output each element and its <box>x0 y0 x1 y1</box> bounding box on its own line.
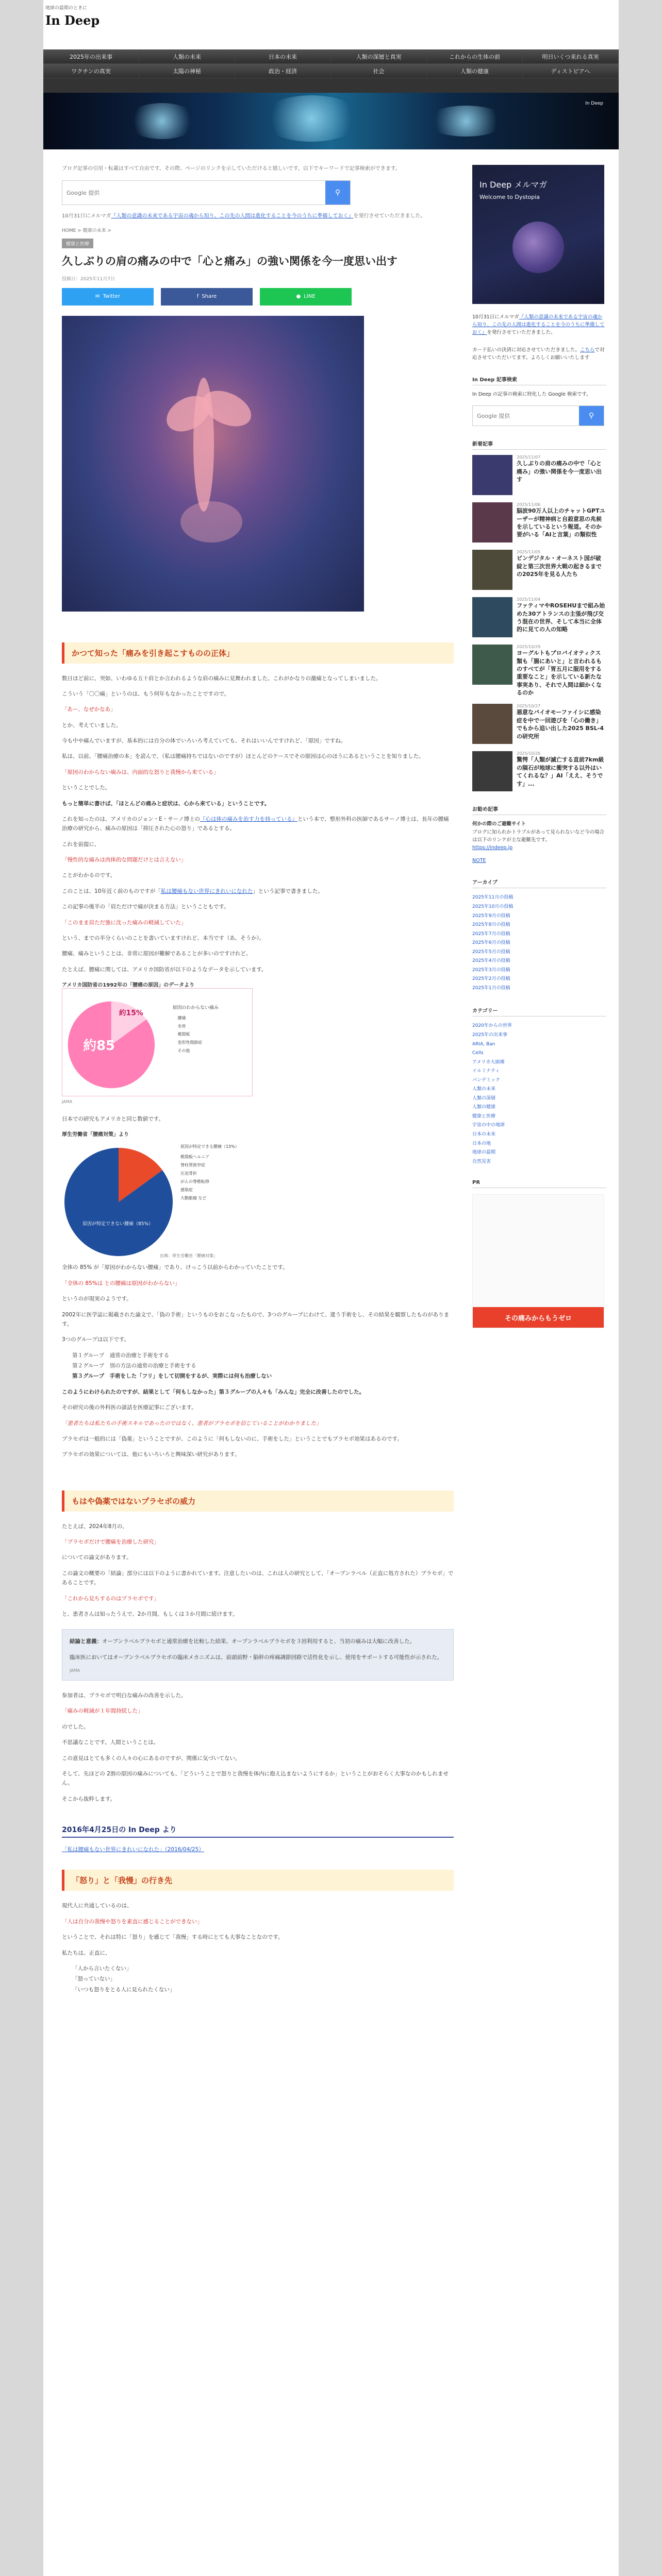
article-hero-image <box>62 316 364 612</box>
past-article-link-2016[interactable]: 「私は腰痛もない世界にきれいになれた」（2016/04/25） <box>62 1846 204 1853</box>
p14-suffix: 」という記事で書きました。 <box>253 888 323 894</box>
paragraph <box>62 887 454 896</box>
paragraph: たとえば、腰痛に関しては、アメリカ国防省が以下のようなデータを示しています。 <box>62 966 267 973</box>
breadcrumb[interactable]: HOME > 健康の未来 > <box>62 228 111 233</box>
article-dates: 投稿日：2025年11月7日 <box>62 276 115 282</box>
legend-item: 圧迫骨折 <box>180 1171 197 1176</box>
notice-suffix: を発行させていただきました。 <box>353 213 426 219</box>
sidebar-search-input[interactable] <box>473 406 579 426</box>
category-list <box>472 1022 606 1166</box>
section-heading-1: かつて知った「痛みを引き起こすものの正体」 <box>62 642 454 664</box>
paragraph-quote: 「人は自分の我慢や怒りを素直に感じることができない」 <box>62 1918 203 1925</box>
paragraph-quote: 「原因のわからない痛みは、内面的な怒りと我慢から来ている」 <box>62 769 219 775</box>
figure1-caption: アメリカ国防省の1992年の「腰痛の原因」のデータより <box>62 982 195 988</box>
mail-link[interactable]: 『人類の意識の未来である宇宙の魂から知り、この先の人間は進化することを今のうちに準備しておく』 <box>472 314 605 336</box>
category-link[interactable]: 2020年からの世界 <box>472 1023 512 1029</box>
legend-item: 脊柱管狭窄症 <box>180 1163 205 1168</box>
paragraph: と、患者さんは知ったうえで、2か月間、もしくは３か月間に続けます。 <box>62 1611 238 1617</box>
recent-list <box>472 455 606 791</box>
paragraph: この論文の概要の「結論」部分には以下のように書かれています。注意したいのは、これは人の研究として、「オープンラベル（正直に処方された）プラセボ」であることです。 <box>62 1570 454 1586</box>
legend-item: がんの脊椎転移 <box>180 1179 209 1184</box>
category-link[interactable]: 人類の未来 <box>472 1087 496 1092</box>
category-link[interactable]: 自然災害 <box>472 1159 491 1164</box>
archive-link[interactable]: 2025年5月の投稿 <box>472 949 510 955</box>
recent-thumbnail[interactable] <box>472 704 512 744</box>
pie-inner-label: 約85 <box>83 1038 115 1054</box>
group-item: 第２グループ 別の方法の通常の治療と手術をする <box>72 1363 196 1369</box>
recent-thumbnail[interactable] <box>472 550 512 590</box>
paragraph: のでした。 <box>62 1723 89 1730</box>
quote-head: 結論と意義： <box>70 1638 102 1645</box>
archive-link[interactable]: 2025年6月の投稿 <box>472 940 510 946</box>
pie-outer-label: 約15% <box>119 1009 143 1018</box>
twitter-share-button[interactable] <box>62 288 154 306</box>
archive-link[interactable]: 2025年11月の投稿 <box>472 895 514 901</box>
category-link[interactable]: 人類の健康 <box>472 1105 496 1110</box>
group-item: 第１グループ 通常の治療と手術をする <box>72 1352 170 1359</box>
sidebar-search-button[interactable] <box>579 406 604 426</box>
category-link[interactable]: 2025年の出来事 <box>472 1032 507 1038</box>
paragraph: そして、先ほどの 2割の原因の痛みについても、「どういうことで怒りと我慢を体内に抱え込まないようにするか」ということがおそらく大事なのかもしれません。 <box>62 1770 449 1787</box>
past-article-link[interactable]: 私は腰痛もない世界にきれいになれた <box>160 888 253 894</box>
paragraph: ことがわかるのです。 <box>62 872 116 879</box>
section-heading-4: 「怒り」と「我慢」の行き先 <box>62 1870 454 1891</box>
legend-item: 椎間板ヘルニア <box>180 1155 209 1160</box>
legend-item: 大動脈瘤 など <box>180 1196 207 1201</box>
recent-title[interactable]: 脳波90万人以上のチャットGPTユーザーが精神病と自殺意思の兆候を示しているという報道。そのか要がいる「AIと言葉」の類似性 <box>517 507 605 538</box>
paragraph: ということでした。 <box>62 785 111 791</box>
paragraph: 腰痛、痛みということは、非常に原因が難解であることが多いのですけれど。 <box>62 951 252 957</box>
google-search <box>62 180 351 205</box>
legend-item: その他 <box>177 1048 190 1053</box>
site-tagline: 地球の最期のときに <box>45 6 88 11</box>
sidebar-mail-notice <box>472 313 606 337</box>
paragraph: プラセボの効果については、他にもいろいろと興味深い研究があります。 <box>62 1451 240 1458</box>
legend-item: 感染症 <box>180 1188 193 1193</box>
paragraph: たとえば、2024年8月の、 <box>62 1523 128 1530</box>
nav-item[interactable]: 社会 <box>331 64 427 78</box>
nav-item[interactable]: 太陽の神秘 <box>139 64 235 78</box>
recent-post[interactable] <box>472 455 606 495</box>
newsletter-subtitle: Welcome to Dystopia <box>479 194 540 200</box>
paragraph-quote: 「患者たちは私たちの手術スキルであったのではなく、患者がプラセボを信じていることがわかりました」 <box>62 1420 322 1427</box>
category-link[interactable]: 健康と医療 <box>472 1113 496 1119</box>
recommend-label: お勧め記事 <box>472 805 606 815</box>
card-suffix: で対応させていただいてます。よろしくお願いいたします <box>472 347 605 361</box>
figure2-caption: 厚生労働省「腰痛対策」より <box>62 1132 129 1138</box>
recent-date: 2025/10/26 <box>517 751 541 756</box>
paragraph: プラセボは一般的には「偽薬」ということですが、このように「何もしないのに、手術をした」ということでもプラセボ効果はあるのです。 <box>62 1435 403 1442</box>
recent-date: 2025/11/07 <box>517 455 541 460</box>
section-heading-2: もはや偽薬ではないプラセボの威力 <box>62 1490 454 1512</box>
paragraph: 2002年に医学誌に掲載された論文で、「偽の手術」というものをおこなったもので、3つのグループにわけて、違う手術をし、その結果を観察したものがあります。 <box>62 1311 450 1327</box>
recent-post[interactable] <box>472 645 606 697</box>
category-link[interactable]: ARIA, Ban <box>472 1041 495 1047</box>
search-button[interactable] <box>325 181 350 205</box>
recent-label: 新着記事 <box>472 439 606 450</box>
sidebar-card-notice <box>472 346 606 362</box>
twitter-label: Twitter <box>103 294 120 299</box>
paragraph <box>62 815 454 834</box>
newsletter-title: In Deep メルマガ <box>479 180 548 190</box>
facebook-icon: f <box>196 294 199 299</box>
sidebar-search-note: In Deep の記事の検索に特化した Google 検索です。 <box>472 391 591 397</box>
line-share-button[interactable] <box>260 288 352 306</box>
search-icon: ⚲ <box>335 189 341 197</box>
paragraph: という、までの半分くらいのことを書いていますけれど、本当です（あ、そうか）。 <box>62 935 265 941</box>
sidebar-search <box>472 405 604 426</box>
legend-item: 椎間板 <box>177 1032 190 1037</box>
paragraph-quote: 「これから見ちするのはプラセボです」 <box>62 1595 159 1602</box>
search-icon: ⚲ <box>588 412 594 420</box>
nav-item[interactable]: これからの生体の前 <box>427 49 523 64</box>
facebook-share-button[interactable] <box>161 288 253 306</box>
nav-item[interactable]: 人類の未来 <box>139 49 235 64</box>
recent-title[interactable]: 驚愕「人類が滅亡する直前7km級の隕石が地球に衝突する以外はいてくれるな？」AI「ええ、そうです」... <box>517 756 604 787</box>
category-link[interactable]: 地球の最期 <box>472 1150 496 1156</box>
banner-label: In Deep <box>585 101 603 106</box>
recent-title[interactable]: ヨーグルトもプロバイオティクス類も「腸にあいと」と言われるものすべてが「胃五月に服用をする重要なこと」を示している新たな事実あり、それで人間は細かくなるのか <box>517 650 602 697</box>
site-title[interactable]: In Deep <box>45 13 100 28</box>
paragraph: 3つのグループは以下です。 <box>62 1336 129 1343</box>
mail-prefix: 10月31日にメルマガ <box>472 314 519 320</box>
nav-item[interactable]: 明日いくつ来れる真実 <box>523 49 619 64</box>
recent-post[interactable] <box>472 502 606 543</box>
archive-link[interactable]: 2025年1月の投稿 <box>472 985 510 991</box>
paragraph: 私たちは、正直に、 <box>62 1950 111 1956</box>
figure2-pie-chart <box>62 1138 253 1261</box>
note-link[interactable]: NOTE <box>472 858 486 864</box>
category-link[interactable]: 宇宙の中の地球 <box>472 1123 505 1128</box>
paragraph: こういう「〇〇痛」というのは、もう何年もなかったことですので。 <box>62 690 230 697</box>
search-input[interactable] <box>62 181 325 205</box>
group-item: 第３グループ 手術をした「フリ」をして切開をするが、実際には何も治療しない <box>72 1373 272 1380</box>
book-link[interactable]: 『心は体の痛みを治す力を持っている』 <box>200 816 297 822</box>
paragraph-emphasis: もっと簡単に書けば、「ほとんどの痛みと症状は、心から来ている」ということです。 <box>62 800 270 807</box>
category-label: カテゴリー <box>472 1006 606 1016</box>
figure2-source: 出典：厚生労働省「腰痛対策」 <box>160 1253 218 1259</box>
recent-date: 2025/10/27 <box>517 704 541 709</box>
archive-link[interactable]: 2025年10月の投稿 <box>472 904 514 909</box>
recent-thumbnail[interactable] <box>472 455 512 495</box>
category-link[interactable]: 人類の深層 <box>472 1095 496 1101</box>
article-title: 久しぶりの肩の痛みの中で「心と痛み」の強い関係を今一度思い出す <box>62 255 398 267</box>
recent-title[interactable]: ファティマやROSEHUまで組み始めた30アトランスの主張が飛び交う混在の世界、そして本当に全体的に見ての人の知略 <box>517 602 605 633</box>
paragraph: 不思議なことです。人間ということは。 <box>62 1739 159 1746</box>
ad-text: その痛みからもうゼロ <box>473 1307 604 1328</box>
quote-line: 「怒っていない」 <box>72 1976 115 1982</box>
category-link[interactable]: パンデミック <box>472 1077 500 1083</box>
paragraph: この意見はとても多くの人々の心にあるのですが、関係に気づいてない。 <box>62 1755 241 1761</box>
legend-item: 変形性関節症 <box>177 1040 203 1045</box>
paragraph-quote: 「あー、なぜかなあ」 <box>62 706 116 713</box>
category-link[interactable]: Cells <box>472 1050 484 1056</box>
paragraph: についての論文があります。 <box>62 1554 132 1561</box>
line-label: LINE <box>304 294 316 299</box>
card-link[interactable]: こちら <box>580 347 595 353</box>
recent-post[interactable] <box>472 550 606 590</box>
paragraph-quote: 「このまま肩ただ強に沈った痛みの軽減していた」 <box>62 919 187 926</box>
pie-center-label: 原因が特定できない腰痛（85%） <box>82 1222 154 1227</box>
paragraph-emphasis: このようにわけられたのですが、結果として「何もしなかった」第３グループの人々も「みんな」完全に改善したのでした。 <box>62 1388 365 1395</box>
recent-thumbnail[interactable] <box>472 502 512 543</box>
paragraph: 全体の 85% が「原因がわからない腰痛」であり、けっこう以前からわかっていたことです。 <box>62 1264 288 1271</box>
nav-item[interactable]: ディストピアへ <box>523 64 619 78</box>
category-tag[interactable]: 健康と医療 <box>62 239 93 248</box>
quote-source: JAMA <box>70 1668 80 1673</box>
nav-item[interactable]: 人類の深層と真実 <box>331 49 427 64</box>
share-buttons <box>62 288 454 306</box>
main-content <box>62 165 454 2001</box>
recent-title[interactable]: ビンデジタル・オーネスト国が破綻と第三次世界大戦の起きるまでの2025年を見る人たち <box>517 555 602 578</box>
paragraph-quote: 「慢性的な痛みは肉体的な問題だけとは言えない」 <box>62 857 187 863</box>
recent-date: 2025/11/05 <box>517 550 541 555</box>
legend-item: 腰痛 <box>177 1015 186 1021</box>
quote-line: 「いつも怒りをとる人に見られたくない」 <box>72 1986 175 1993</box>
recent-date: 2025/11/06 <box>517 502 541 507</box>
archive-link[interactable]: 2025年3月の投稿 <box>472 967 510 973</box>
page <box>43 0 619 2576</box>
ad-label: PR <box>472 1180 606 1188</box>
paragraph: 今も中や痛んでいますが、基本的には自分の体でいろいろ考えていても、それはいいんですけれど、「原因」ですね。 <box>62 738 346 744</box>
quote-text: オープンラベルプラセボと通常治療を比較した結果、オープンラベルプラセボを３回利用すると、当初の痛みは大幅に改善した。 <box>102 1638 416 1645</box>
paragraph: この記事の後半の「肩ただけで痛が決まる方法」ということもです。 <box>62 904 229 910</box>
recent-thumbnail[interactable] <box>472 597 512 637</box>
figure1-pie-chart <box>62 988 253 1096</box>
line-icon: ● <box>296 294 301 299</box>
sidebar-search-label: In Deep 記事検索 <box>472 375 606 385</box>
header <box>43 0 619 49</box>
category-link[interactable]: アメリカ大崩壊 <box>472 1059 505 1065</box>
recent-post[interactable] <box>472 704 606 744</box>
archive-link[interactable]: 2025年8月の投稿 <box>472 922 510 928</box>
mail-suffix: を発行させていただきました。 <box>487 330 556 336</box>
nav-item[interactable]: 人類の健康 <box>427 64 523 78</box>
paragraph: 日本での研究もアメリカと同じ数値です。 <box>62 1116 164 1122</box>
category-link[interactable]: イルミナティ <box>472 1069 500 1074</box>
paragraph: 参加者は、プラセボで明白な痛みの改善を示した。 <box>62 1692 187 1699</box>
category-link[interactable]: 日本の未来 <box>472 1131 496 1137</box>
paragraph: 現代人に共通しているのは、 <box>62 1903 133 1909</box>
paragraph: 私は、以前、「腰痛治療の本」を読んで、（私は腰痛持ちではないのですが）ほとんどのケースでその原因は心のほうにあるということを知りました。 <box>62 753 424 760</box>
newsletter-banner[interactable] <box>472 165 604 304</box>
facebook-label: Share <box>202 294 217 299</box>
recent-title[interactable]: 悪意なバイオモーファイシに感染症を中で一回遊びを「心の働き」でもから追い出した2025 BSL-4の研究所 <box>517 709 604 740</box>
paragraph: 数日ほど前に、突如、いわゆる五十肩とか言われるような肩の痛みに見舞われました。これがかなりの激痛となってしまいました。 <box>62 675 382 682</box>
notice-link[interactable]: 『人類の意識の未来である宇宙の魂から知り、この先の人間は進化することを今のうちに準備しておく』 <box>111 213 354 219</box>
category-link[interactable]: 日本の地 <box>472 1141 491 1146</box>
legend-head: 原因が特定できる腰痛（15%） <box>180 1144 239 1149</box>
paragraph: ということで、それは特に「怒り」を感じて「我慢」する時にとても大事なことなのです。 <box>62 1934 284 1941</box>
paragraph: これを前提に、 <box>62 841 100 848</box>
paragraph-quote: 「全体の 85%は との腰痛は原因がわからない」 <box>62 1280 180 1286</box>
quote-paragraph <box>70 1637 446 1646</box>
sidebar <box>472 165 606 1328</box>
header-banner <box>43 93 619 149</box>
recent-title[interactable]: 久しぶりの肩の痛みの中で「心と痛み」の強い関係を今一度思い出す <box>517 460 602 483</box>
legend-item: 坐骨 <box>177 1024 186 1029</box>
archive-list <box>472 893 606 993</box>
recent-date: 2025/10/29 <box>517 645 541 650</box>
recommend-title: 何かの際のご避難サイト <box>472 821 526 827</box>
paragraph: というのが現実のようです。 <box>62 1296 132 1302</box>
nav-item[interactable]: 2025年の出来事 <box>43 49 139 64</box>
nav-item[interactable]: 日本の未来 <box>235 49 331 64</box>
paragraph: その研究の後の外科医の談話を医療記事にございます。 <box>62 1404 197 1411</box>
nav-item[interactable]: 政治・経済 <box>235 64 331 78</box>
archive-link[interactable]: 2025年4月の投稿 <box>472 958 510 964</box>
p14-text: このことは、10年近く前のものですが「 <box>62 888 161 894</box>
legend-title: 原因のわからない痛み <box>172 1005 219 1011</box>
quote-line: 「人から言いたくない」 <box>72 1965 132 1972</box>
paragraph-quote: 「プラセボだけで腰痛を治療した研究」 <box>62 1539 159 1545</box>
twitter-icon: ✉ <box>95 294 100 299</box>
paragraph: とか、考えていました。 <box>62 722 122 728</box>
recommend-link[interactable]: https://indeep.jp <box>472 845 513 851</box>
mail-notice <box>62 212 454 221</box>
recommend-text: ブログに知られかトラブルがあって見られないなど今の場合は以下のリンクが主な避難先です。 <box>472 829 605 843</box>
archive-link[interactable]: 2025年9月の投稿 <box>472 913 510 919</box>
archive-link[interactable]: 2025年2月の投稿 <box>472 976 510 982</box>
recent-thumbnail[interactable] <box>472 645 512 685</box>
p10-suffix: という本で、整形外科の医師であるサーノ博士は、長年の腰痛治療の研究から、痛みの原因は「抑圧された心の怒り」であるとする。 <box>62 816 449 832</box>
paragraph: そこから抜粋します。 <box>62 1795 116 1802</box>
intro-note: ブログ記事の引用・転載はすべて自由です。その際、ページのリンクを示していただけると嬉しいです。以下でキーワードで記事検索ができます。 <box>62 166 401 172</box>
p10-text: これを知ったのは、アメリカのジョン・E・サーノ博士の <box>62 816 200 822</box>
recent-thumbnail[interactable] <box>472 751 512 791</box>
quote-box <box>62 1629 454 1681</box>
moon-icon <box>512 222 564 273</box>
paragraph-quote: 「痛みの軽減が１年間持続した」 <box>62 1708 143 1715</box>
archive-link[interactable]: 2025年7月の投稿 <box>472 931 510 937</box>
main-nav <box>43 49 619 93</box>
ad-banner[interactable] <box>472 1194 604 1328</box>
card-prefix: カード払いの決済に対応させていただきました。 <box>472 347 581 353</box>
recent-post[interactable] <box>472 597 606 637</box>
figure1-source: JAMA <box>62 1099 73 1104</box>
archive-label: アーカイブ <box>472 878 606 888</box>
quote-paragraph: 臨床医においてはオープンラベルプラセボの臨床メカニズムは、前頭前野・脳幹の疼痛調節回路で活性化を示し、使用をサポートする可能性が示された。 <box>70 1654 443 1660</box>
notice-prefix: 10月31日にメルマガ <box>62 213 111 219</box>
nav-item[interactable]: ワクチンの真実 <box>43 64 139 78</box>
recent-post[interactable] <box>472 751 606 791</box>
subsection-heading: 2016年4月25日の In Deep より <box>62 1824 454 1838</box>
recent-date: 2025/11/04 <box>517 597 541 602</box>
